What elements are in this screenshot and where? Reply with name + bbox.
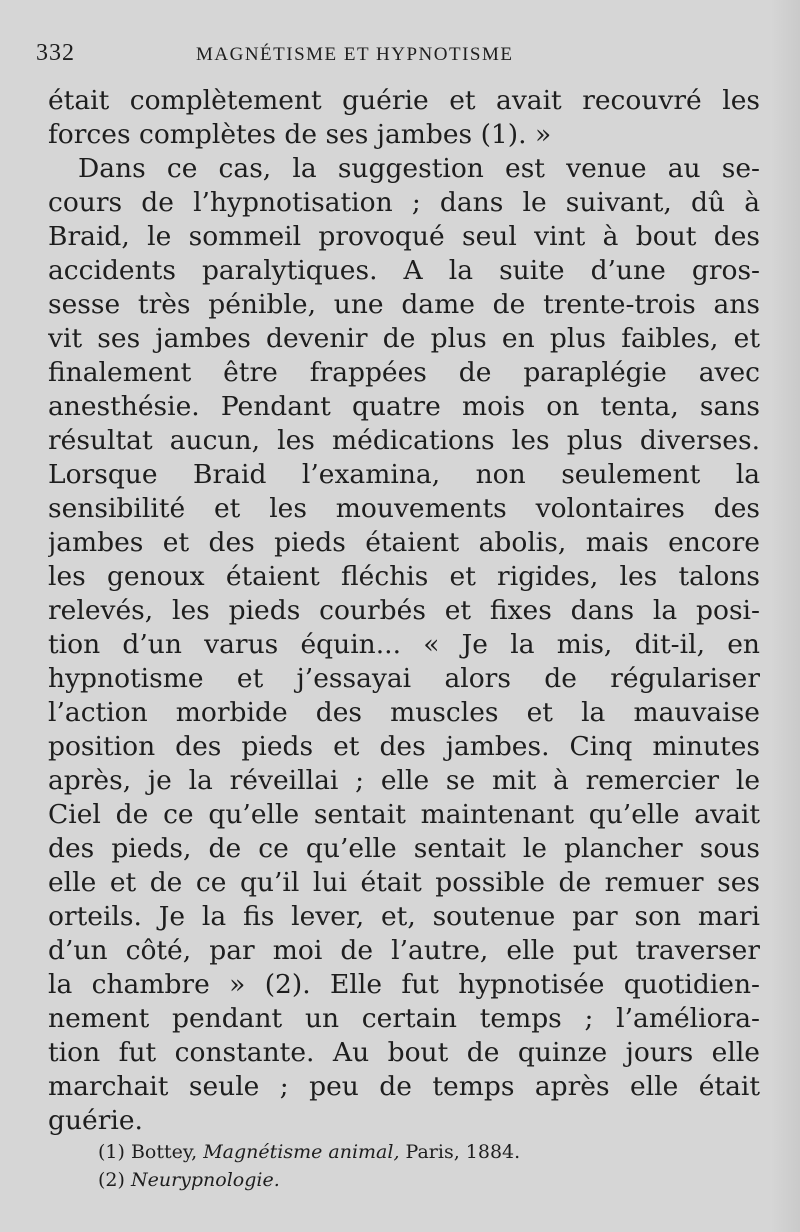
text-line: jambes et des pieds étaient abolis, mais encore [48,527,760,558]
footnote-number: (2) [98,1169,125,1191]
text-line: tion d’un varus équin... « Je la mis, dit-il, en [48,629,760,660]
page-header [36,40,756,72]
text-line: guérie. [48,1105,143,1136]
footnote-1 [98,1138,738,1166]
text-line: marchait seule ; peu de temps après elle était [48,1071,760,1102]
text-line: était complètement guérie et avait recouvré les [48,85,760,116]
text-line: Lorsque Braid l’examina, non seulement la [48,459,760,490]
text-line: la chambre » (2). Elle fut hypnotisée quotidien- [48,969,760,1000]
text-line: cours de l’hypnotisation ; dans le suivant, dû à [48,187,760,218]
footnote-details: Paris, 1884. [405,1141,521,1163]
text-line: tion fut constante. Au bout de quinze jours elle [48,1037,760,1068]
text-line: accidents paralytiques. A la suite d’une gros- [48,255,760,286]
text-line: les genoux étaient fléchis et rigides, les talons [48,561,760,592]
text-line: anesthésie. Pendant quatre mois on tenta, sans [48,391,760,422]
text-line: elle et de ce qu’il lui était possible de remuer ses [48,867,760,898]
footnote-title: Magnétisme animal, [203,1141,400,1163]
running-title: MAGNÉTISME ET HYPNOTISME [196,44,514,65]
text-line: après, je la réveillai ; elle se mit à remercier le [48,765,760,796]
text-line: l’action morbide des muscles et la mauvaise [48,697,760,728]
page-number: 332 [36,40,75,66]
text-line: résultat aucun, les médications les plus diverses. [48,425,760,456]
text-line: Ciel de ce qu’elle sentait maintenant qu’elle avait [48,799,760,830]
text-line: hypnotisme et j’essayai alors de régulariser [48,663,760,694]
footnote-number: (1) [98,1141,125,1163]
text-line: forces complètes de ses jambes (1). » [48,119,552,150]
body-paragraphs [48,84,760,1138]
text-line: finalement être frappées de paraplégie avec [48,357,760,388]
footnote-2 [98,1166,738,1194]
text-line: position des pieds et des jambes. Cinq minutes [48,731,760,762]
text-line: Dans ce cas, la suggestion est venue au se- [78,153,760,184]
footnotes [98,1138,738,1194]
text-line: sesse très pénible, une dame de trente-trois ans [48,289,760,320]
text-line: nement pendant un certain temps ; l’améliora- [48,1003,760,1034]
text-line: des pieds, de ce qu’elle sentait le plancher sous [48,833,760,864]
text-line: d’un côté, par moi de l’autre, elle put traverser [48,935,760,966]
text-line: relevés, les pieds courbés et fixes dans la posi- [48,595,760,626]
text-line: orteils. Je la fis lever, et, soutenue par son mari [48,901,760,932]
footnote-author: Bottey, [130,1141,198,1163]
footnote-title: Neurypnologie. [130,1169,280,1191]
page-edge-shadow [770,0,800,1232]
text-line: sensibilité et les mouvements volontaires des [48,493,760,524]
text-line: Braid, le sommeil provoqué seul vint à bout des [48,221,760,252]
text-line: vit ses jambes devenir de plus en plus faibles, et [48,323,760,354]
